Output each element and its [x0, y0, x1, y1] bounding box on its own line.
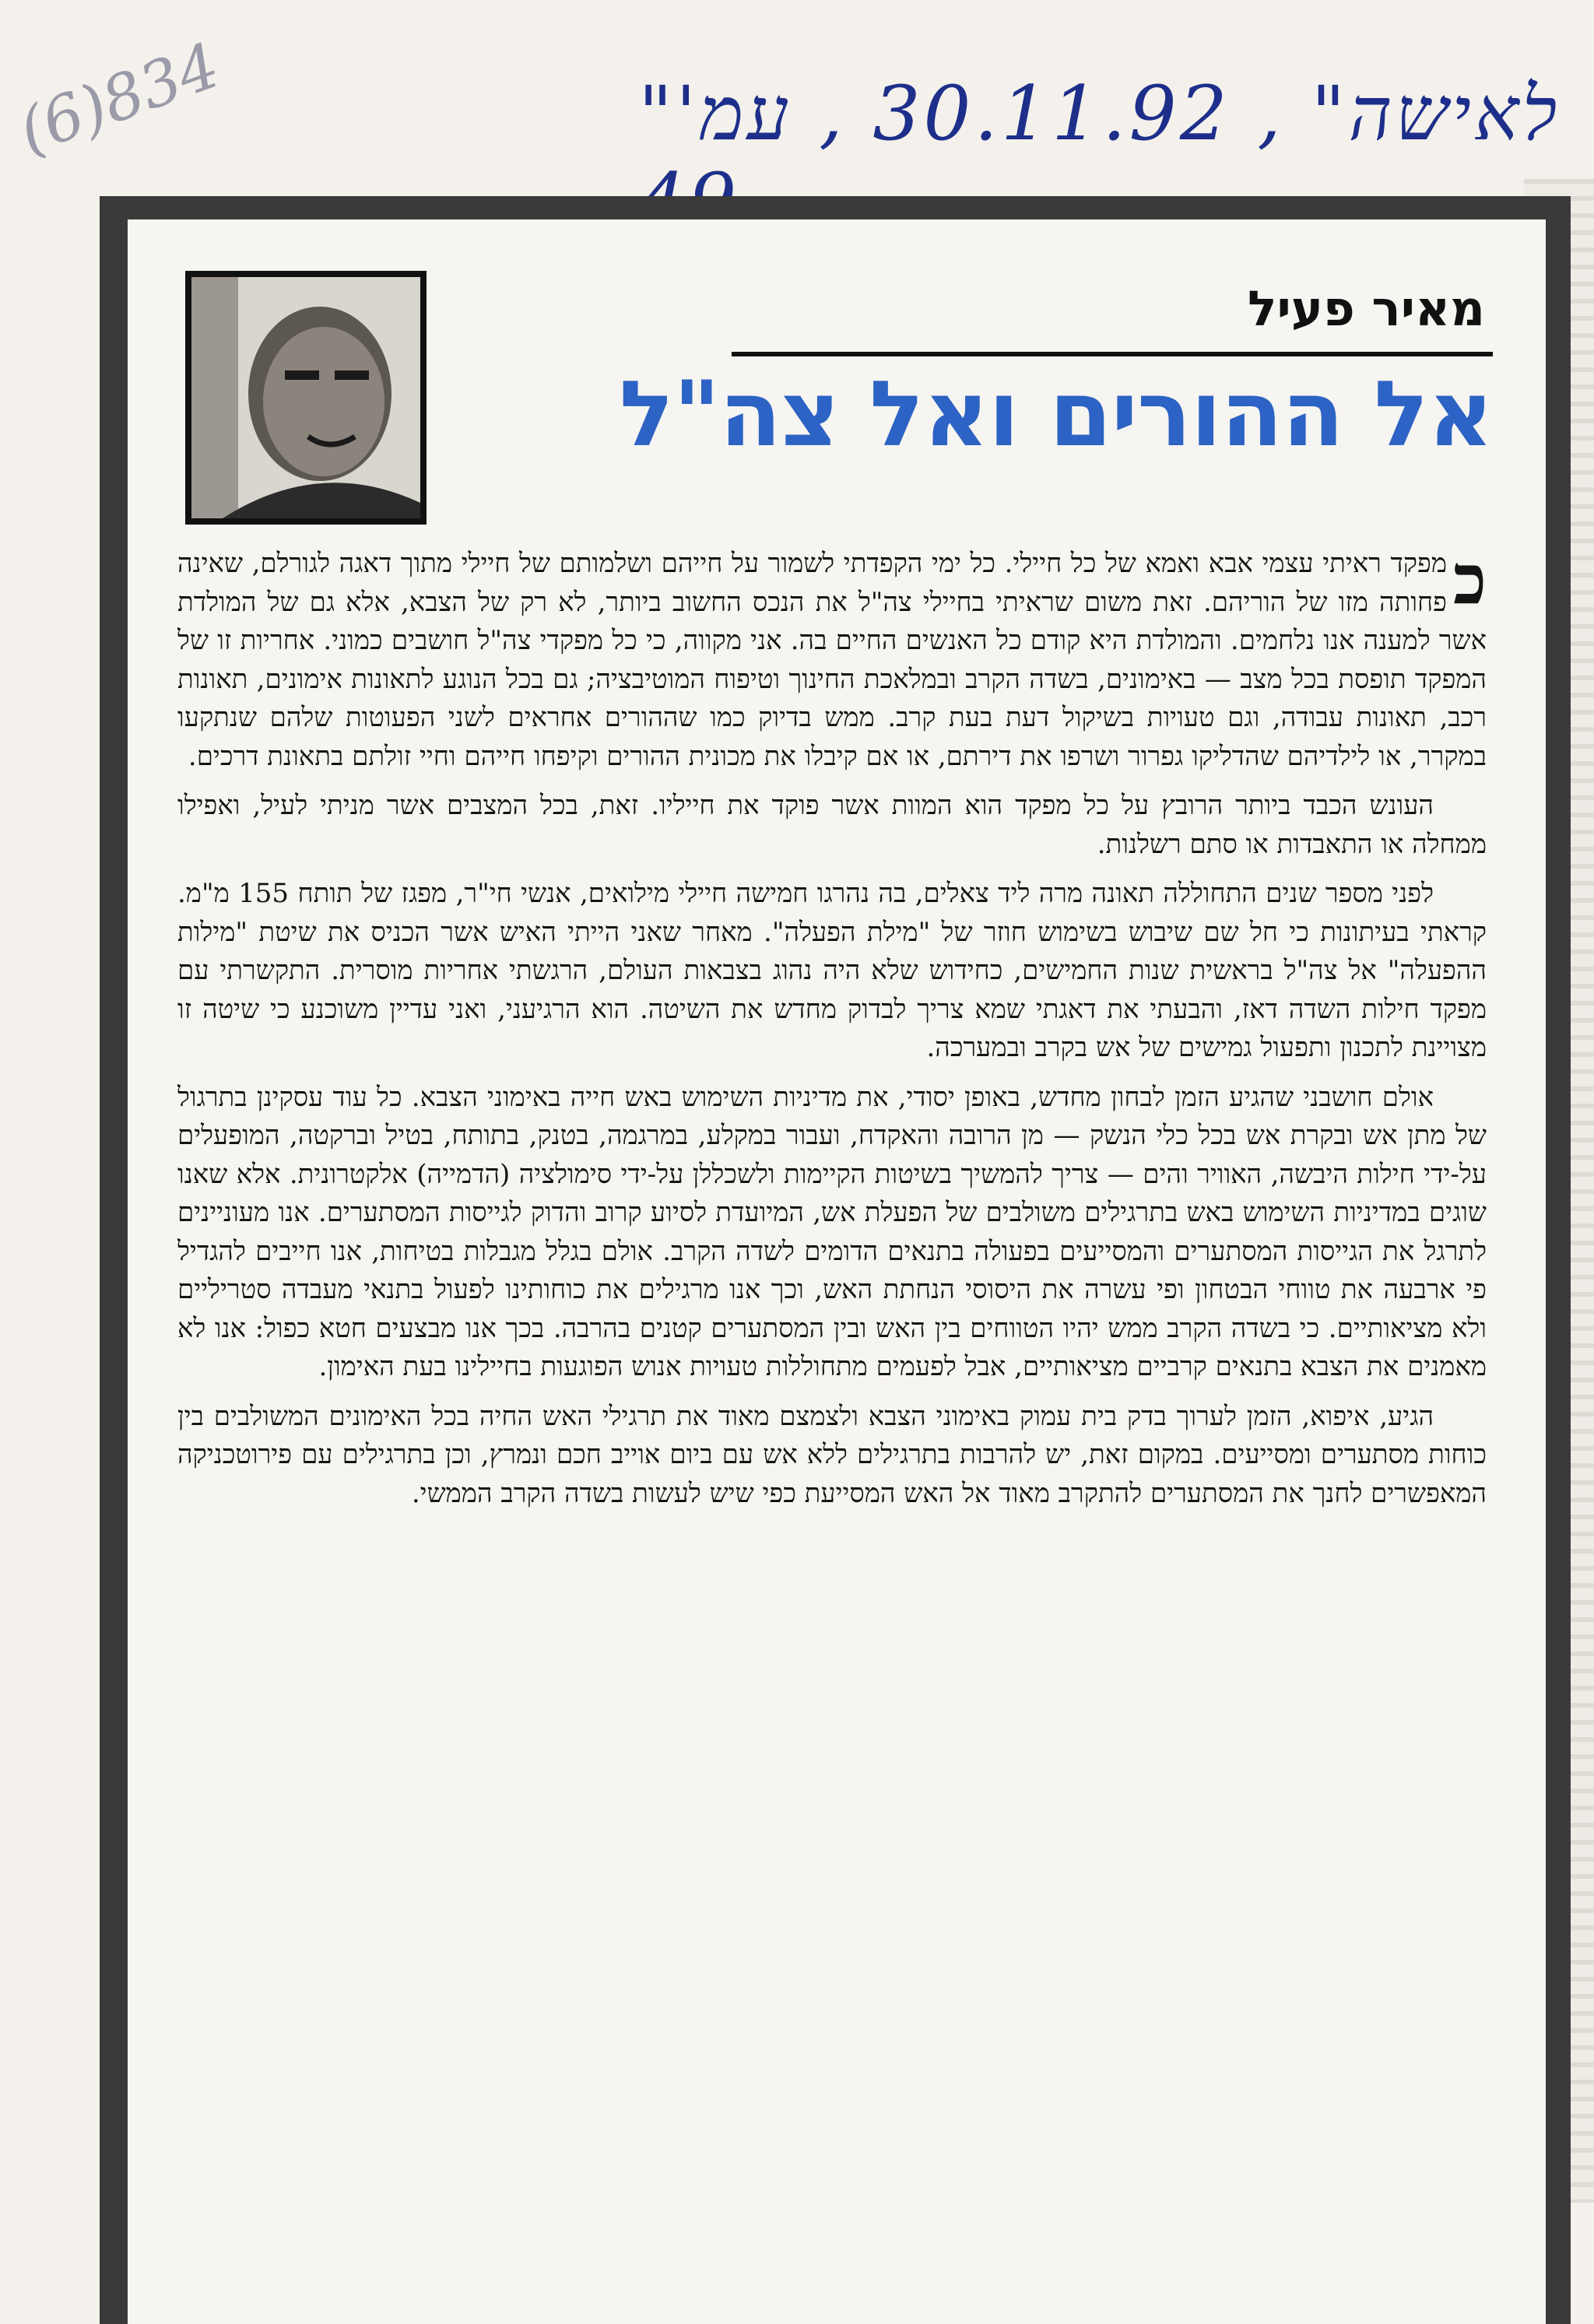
author-photo: [185, 271, 427, 525]
author-name: מאיר פעיל: [1247, 280, 1485, 337]
margin-annotation: (6)834: [9, 29, 229, 168]
drop-cap: כ: [1452, 539, 1487, 620]
paragraph-text: מפקד ראיתי עצמי אבא ואמא של כל חיילי. כל ימי הקפדתי לשמור על חייהם ושלמותם של חיילי מתוך דאגה לגורלם, שאינה פחותה מזו של הוריהם. זאת משום שראיתי בחיילי צה"ל את הנכס החשוב ביותר, לא רק של הצבא, אלא גם של המולדת אשר למענה אנו נלחמים. והמולדת היא קודם כל האנשים החיים בה. אני מקווה, כי כל מפקדי צה"ל חושבים כמוני. אחריות זו של המפקד תופסת בכל מצב — באימונים, בשדה הקרב ובמלאכת החינוך וטיפוח המוטיבציה; גם בכל הנוגע לתאונות אימונים, תאונות רכב, תאונות עבודה, וגם טעויות בשיקול דעת בעת קרב. ממש בדיוק כמו שההורים אחראים לשני הפעוטות שלהם שנתקעו במקרר, או לילדיהם שהדליקו גפרור ושרפו את דירתם, או אם קיבלו את מכונית ההורים וקיפחו חייהם וחיי זולתם בתאונת דרכים.: [177, 548, 1487, 772]
article-paragraph: לפני מספר שנים התחוללה תאונה מרה ליד צאלים, בה נהרגו חמישה חיילי מילואים, אנשי חי"ר, מפגז של תותח 155 מ"מ. קראתי בעיתונות כי חל שם שיבוש בשימוש חוזר של "מילת הפעלה". מאחר שאני הייתי האיש אשר הכניס את שיטת "מילות ההפעלה" אל צה"ל בראשית שנות החמישים, כחידוש שלא היה נהוג בצבאות העולם, הרגשתי אחריות מוסרית. התקשרתי עם מפקד חילות השדה דאז, והבעתי את דאגתי שמא צריך לבדוק מחדש את השיטה. הוא הרגיעני, ואני עדיין משוכנע כי שיטה זו מצויינת לתכנון ותפעול גמישים של אש בקרב ובמערכה.: [177, 878, 1487, 1063]
article-paragraph: [177, 539, 1487, 776]
article-paragraph: העונש הכבד ביותר הרובץ על כל מפקד הוא המוות אשר פוקד את חייליו. זאת, בכל המצבים אשר מניתי לעיל, ואפילו ממחלה או התאבדות או סתם רשלנות.: [177, 790, 1487, 860]
headline-rule: [732, 352, 1493, 356]
author-portrait-image: [191, 277, 420, 518]
article-body: [177, 539, 1487, 1524]
handwritten-source-annotation: "לאישה" , 30.11.92 , עמ': [638, 70, 1561, 157]
article-paragraph: הגיע, איפוא, הזמן לערוך בדק בית עמוק באימוני הצבא ולצמצם מאוד את תרגילי האש החיה בכל האימונים המשולבים בין כוחות מסתערים ומסייעים. במקום זאת, יש להרבות בתרגילים ללא אש עם ביום אוייב חכם ונמרץ, וכן בתרגילים עם פירוטכניקה המאפשרים לחנך את המסתערים להתקרב מאוד אל האש המסייעת כפי שיש לעשות בשדה הקרב הממשי.: [177, 1400, 1487, 1509]
article-headline: אל ההורים ואל צה"ל: [619, 362, 1493, 467]
article-paragraph: אולם חושבני שהגיע הזמן לבחון מחדש, באופן יסודי, את מדיניות השימוש באש חייה באימוני הצבא. כל עוד עסקינן בתרגול של מתן אש ובקרת אש בכל כלי הנשק — מן הרובה והאקדח, ועבור במקלע, במרגמה, בטנק, בתותח, בטיל וברקטה, המופעלים על-ידי חילות היבשה, האוויר והים — צריך להמשיך בשיטות הקיימות ולשכללן על-ידי סימולציה (הדמייה) אלקטרונית. אלא שאנו שוגים במדיניות השימוש באש בתרגילים משולבים של הפעלת אש, המיועדת לסיוע קרוב והדוק לגייסות המסתערים. אנו מעוניינים לתרגל את הגייסות המסתערים והמסייעים בפעולה בתנאים הדומים לשדה הקרב. אולם בגלל מגבלות בטיחות, אנו חייבים להגדיל פי ארבעה את טווחי הבטחון ופי עשרה את היסוסי הנחתת האש, וכך אנו מרגילים את כוחותינו לפעול בתנאי מעבדה סטריליים ולא מציאותיים. כי בשדה הקרב ממש יהיו הטווחים בין האש ובין המסתערים קטנים בהרבה. בכך אנו מבצעים חטא כפול: אנו לא מאמנים את הצבא בתנאים קרביים מציאותיים, אבל לפעמים מתחוללות טעויות אנוש הפוגעות בחיילינו בעת האימון.: [177, 1081, 1487, 1382]
